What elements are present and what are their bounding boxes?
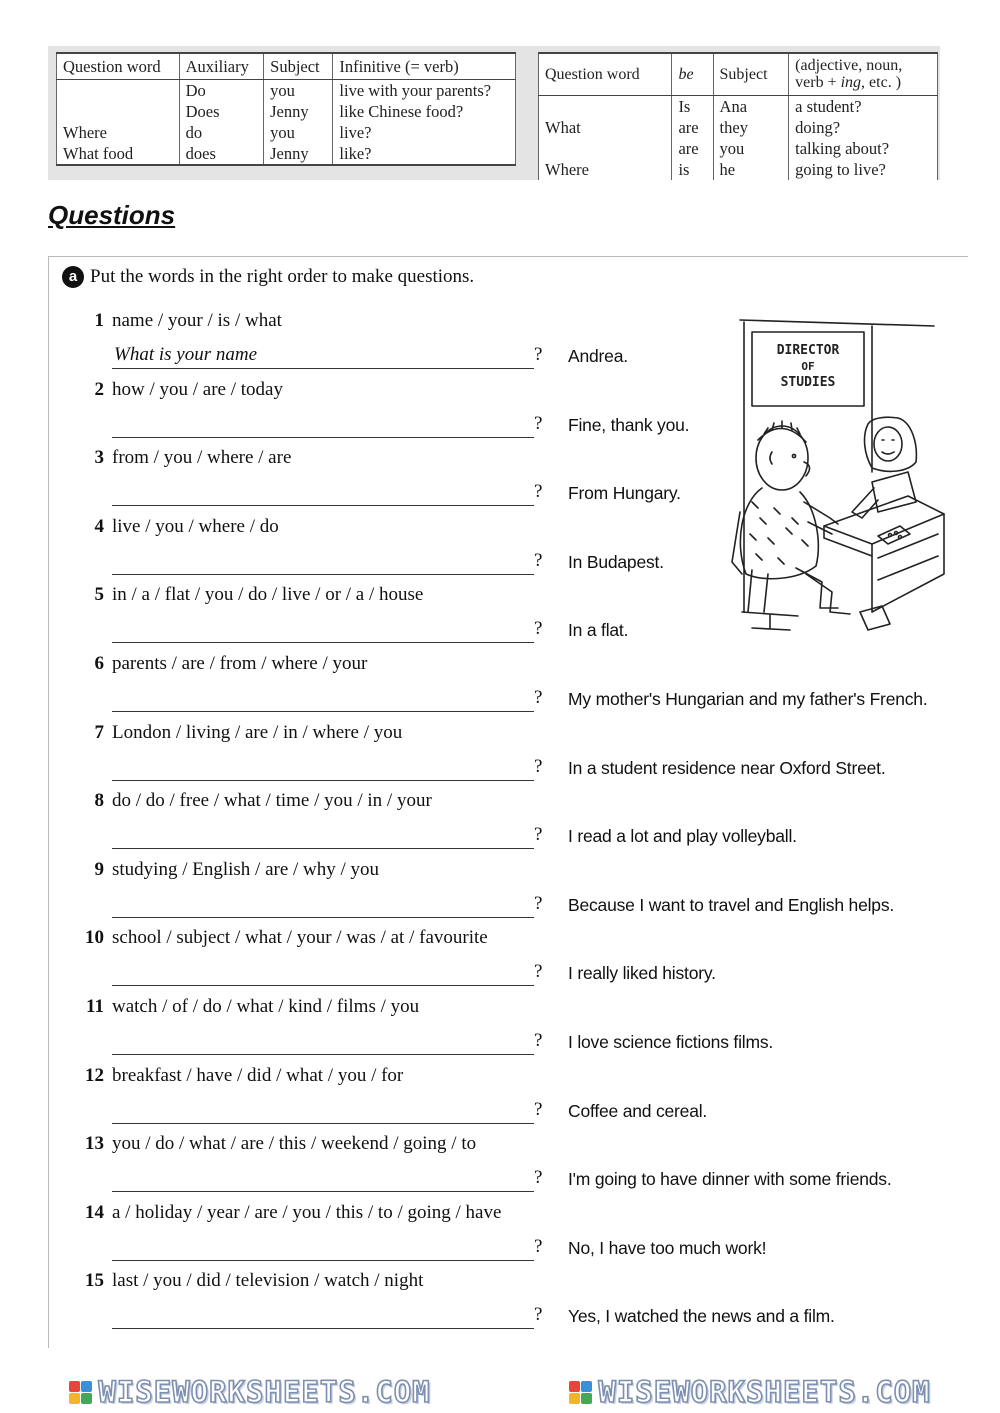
exercise-instruction (62, 266, 474, 288)
item-number: 10 (85, 927, 104, 949)
table-cell: What (539, 117, 672, 138)
watermark-text: WISEWORKSHEETS.COM (98, 1375, 431, 1409)
exercise-item-13 (0, 1129, 1000, 1197)
table-cell: a student? (789, 96, 938, 118)
answer-input[interactable] (112, 822, 534, 849)
item-number: 3 (94, 447, 104, 469)
item-number: 2 (94, 378, 104, 400)
question-mark: ? (534, 755, 543, 777)
table-header (789, 53, 938, 96)
item-number: 15 (85, 1270, 104, 1292)
table-cell: going to live? (789, 159, 938, 180)
question-mark: ? (534, 961, 543, 983)
logo-square (569, 1381, 580, 1392)
table-row (57, 80, 516, 102)
header-line: (adjective, noun, (795, 57, 903, 74)
question-mark: ? (534, 1098, 543, 1120)
reply-text: In a flat. (568, 620, 629, 641)
answer-input[interactable] (112, 342, 534, 369)
table-cell (539, 96, 672, 118)
scrambled-words: parents / are / from / where / your (112, 653, 368, 674)
exercise-item-8 (0, 786, 1000, 854)
reply-text: Andrea. (568, 346, 628, 366)
reply-text: Fine, thank you. (568, 414, 690, 435)
answer-input[interactable] (112, 1097, 534, 1124)
question-mark: ? (534, 1304, 543, 1326)
table-cell: Jenny (264, 101, 333, 122)
scrambled-words: from / you / where / are (112, 447, 292, 469)
table-cell: talking about? (789, 138, 938, 159)
watermark-text: WISEWORKSHEETS.COM (598, 1375, 931, 1409)
table-cell: Where (539, 159, 672, 180)
table-cell: Ana (713, 96, 789, 118)
table-row (539, 96, 938, 118)
wiseworksheets-logo-icon (69, 1381, 92, 1404)
table-header: Auxiliary (179, 53, 264, 80)
exercise-item-10 (0, 923, 1000, 991)
instruction-text: Put the words in the right order to make questions. (90, 266, 475, 287)
item-number: 7 (94, 721, 104, 743)
director-of-studies-illustration (712, 312, 952, 642)
reply-text: From Hungary. (568, 483, 681, 504)
answer-input[interactable] (112, 754, 534, 781)
item-number: 5 (94, 584, 104, 606)
table-header: be (672, 53, 713, 96)
table-row (57, 122, 516, 143)
scrambled-words: name / your / is / what (112, 310, 282, 331)
table-header: Question word (539, 53, 672, 96)
item-number: 14 (85, 1201, 104, 1223)
question-mark: ? (534, 618, 543, 640)
table-cell: does (179, 143, 264, 165)
logo-square (69, 1381, 80, 1392)
reply-text: I read a lot and play volleyball. (568, 826, 797, 847)
answer-input[interactable] (112, 1302, 534, 1329)
answer-input[interactable] (112, 548, 534, 575)
exercise-item-7 (0, 718, 1000, 786)
table-row (57, 101, 516, 122)
exercise-item-6 (0, 649, 1000, 717)
reply-text: I'm going to have dinner with some friends. (568, 1169, 892, 1190)
logo-square (581, 1381, 592, 1392)
reply-text: In a student residence near Oxford Street. (568, 757, 886, 778)
grammar-tables (48, 46, 940, 180)
table-row (539, 138, 938, 159)
table-cell: doing? (789, 117, 938, 138)
table-cell: are (672, 117, 713, 138)
answer-input[interactable] (112, 1234, 534, 1261)
table-cell: is (672, 159, 713, 180)
scrambled-words: in / a / flat / you / do / live / or / a / house (112, 584, 424, 606)
scrambled-words: you / do / what / are / this / weekend / going / to (112, 1133, 477, 1155)
scrambled-words: last / you / did / television / watch / night (112, 1270, 424, 1292)
question-mark: ? (534, 549, 543, 571)
scrambled-words: watch / of / do / what / kind / films / you (112, 996, 420, 1017)
footer-watermark (0, 1374, 1000, 1410)
table-cell: they (713, 117, 789, 138)
reply-text: Coffee and cereal. (568, 1100, 708, 1121)
table-cell: you (264, 80, 333, 102)
scrambled-words: do / do / free / what / time / you / in / your (112, 790, 432, 812)
page-title: Questions (48, 200, 176, 230)
question-mark: ? (534, 481, 543, 503)
table-cell: live with your parents? (333, 80, 516, 102)
table-cell: What food (57, 143, 180, 165)
logo-square (569, 1393, 580, 1404)
header-part: , etc. ) (861, 74, 902, 91)
exercise-item-9 (0, 855, 1000, 923)
table-cell: like? (333, 143, 516, 165)
table-cell (57, 80, 180, 102)
reply-text: In Budapest. (568, 551, 664, 572)
question-mark: ? (534, 824, 543, 846)
scrambled-words: live / you / where / do (112, 515, 279, 537)
scrambled-words: breakfast / have / did / what / you / for (112, 1064, 404, 1086)
question-mark: ? (534, 412, 543, 434)
reply-text: I love science fictions films. (568, 1032, 774, 1052)
table-header: Infinitive (= verb) (333, 53, 516, 80)
table-cell: you (264, 122, 333, 143)
answer-input[interactable] (112, 1028, 534, 1055)
reply-text: No, I have too much work! (568, 1237, 767, 1258)
item-number: 12 (85, 1064, 104, 1086)
item-number: 4 (94, 515, 104, 537)
exercise-frame-top (48, 256, 968, 257)
item-number: 9 (94, 858, 104, 880)
question-mark: ? (534, 1030, 543, 1051)
table-cell: are (672, 138, 713, 159)
table-cell (57, 101, 180, 122)
logo-square (81, 1393, 92, 1404)
logo-square (581, 1393, 592, 1404)
watermark (69, 1375, 430, 1409)
table-header-row (57, 53, 516, 80)
answer-input[interactable] (112, 685, 534, 712)
question-mark: ? (534, 892, 543, 914)
table-cell (539, 138, 672, 159)
table-cell: Jenny (264, 143, 333, 165)
exercise-item-14 (0, 1198, 1000, 1266)
item-number: 11 (86, 996, 104, 1017)
table-cell: Does (179, 101, 264, 122)
wiseworksheets-logo-icon (569, 1381, 592, 1404)
table-header: Subject (713, 53, 789, 96)
table-cell: Do (179, 80, 264, 102)
table-cell: he (713, 159, 789, 180)
answer-input[interactable] (112, 479, 534, 506)
header-part: ing (840, 74, 862, 91)
table-row (539, 159, 938, 180)
watermark (569, 1375, 930, 1409)
header-part: verb + (795, 74, 841, 91)
exercise-item-15 (0, 1266, 1000, 1334)
question-mark: ? (534, 344, 543, 365)
answer-input[interactable] (112, 891, 534, 918)
scrambled-words: a / holiday / year / are / you / this / to / going / have (112, 1201, 502, 1223)
answer-input[interactable] (112, 616, 534, 643)
item-number: 8 (94, 790, 104, 812)
answer-input[interactable] (112, 411, 534, 438)
scrambled-words: school / subject / what / your / was / at / favourite (112, 927, 488, 949)
question-mark: ? (534, 1235, 543, 1257)
table-header: Question word (57, 53, 180, 80)
sign-line-3: STUDIES (780, 375, 836, 390)
item-number: 13 (85, 1133, 104, 1155)
reply-text: My mother's Hungarian and my father's French. (568, 689, 928, 709)
reply-text: I really liked history. (568, 963, 716, 984)
exercise-badge: a (62, 266, 84, 288)
reply-text: Because I want to travel and English helps. (568, 894, 895, 915)
be-question-table (538, 52, 938, 180)
logo-square (69, 1393, 80, 1404)
scrambled-words: how / you / are / today (112, 378, 283, 400)
table-row (539, 117, 938, 138)
logo-square (81, 1381, 92, 1392)
exercise-item-11 (0, 992, 1000, 1060)
table-cell: Is (672, 96, 713, 118)
auxiliary-question-table (56, 52, 516, 166)
scrambled-words: London / living / are / in / where / you (112, 721, 403, 743)
item-number: 1 (94, 310, 104, 331)
scrambled-words: studying / English / are / why / you (112, 858, 380, 880)
table-header-row (539, 53, 938, 96)
sign-line-1: DIRECTOR (776, 343, 840, 358)
question-mark: ? (534, 687, 543, 708)
item-number: 6 (94, 653, 104, 674)
answer-input[interactable] (112, 1165, 534, 1192)
table-header: Subject (264, 53, 333, 80)
question-mark: ? (534, 1167, 543, 1189)
exercise-item-12 (0, 1061, 1000, 1129)
sign-line-2: OF (801, 360, 815, 373)
table-cell: like Chinese food? (333, 101, 516, 122)
table-cell: live? (333, 122, 516, 143)
reply-text: Yes, I watched the news and a film. (568, 1306, 835, 1327)
answer-input[interactable] (112, 959, 534, 986)
table-cell: Where (57, 122, 180, 143)
table-row (57, 143, 516, 165)
table-cell: do (179, 122, 264, 143)
table-cell: you (713, 138, 789, 159)
